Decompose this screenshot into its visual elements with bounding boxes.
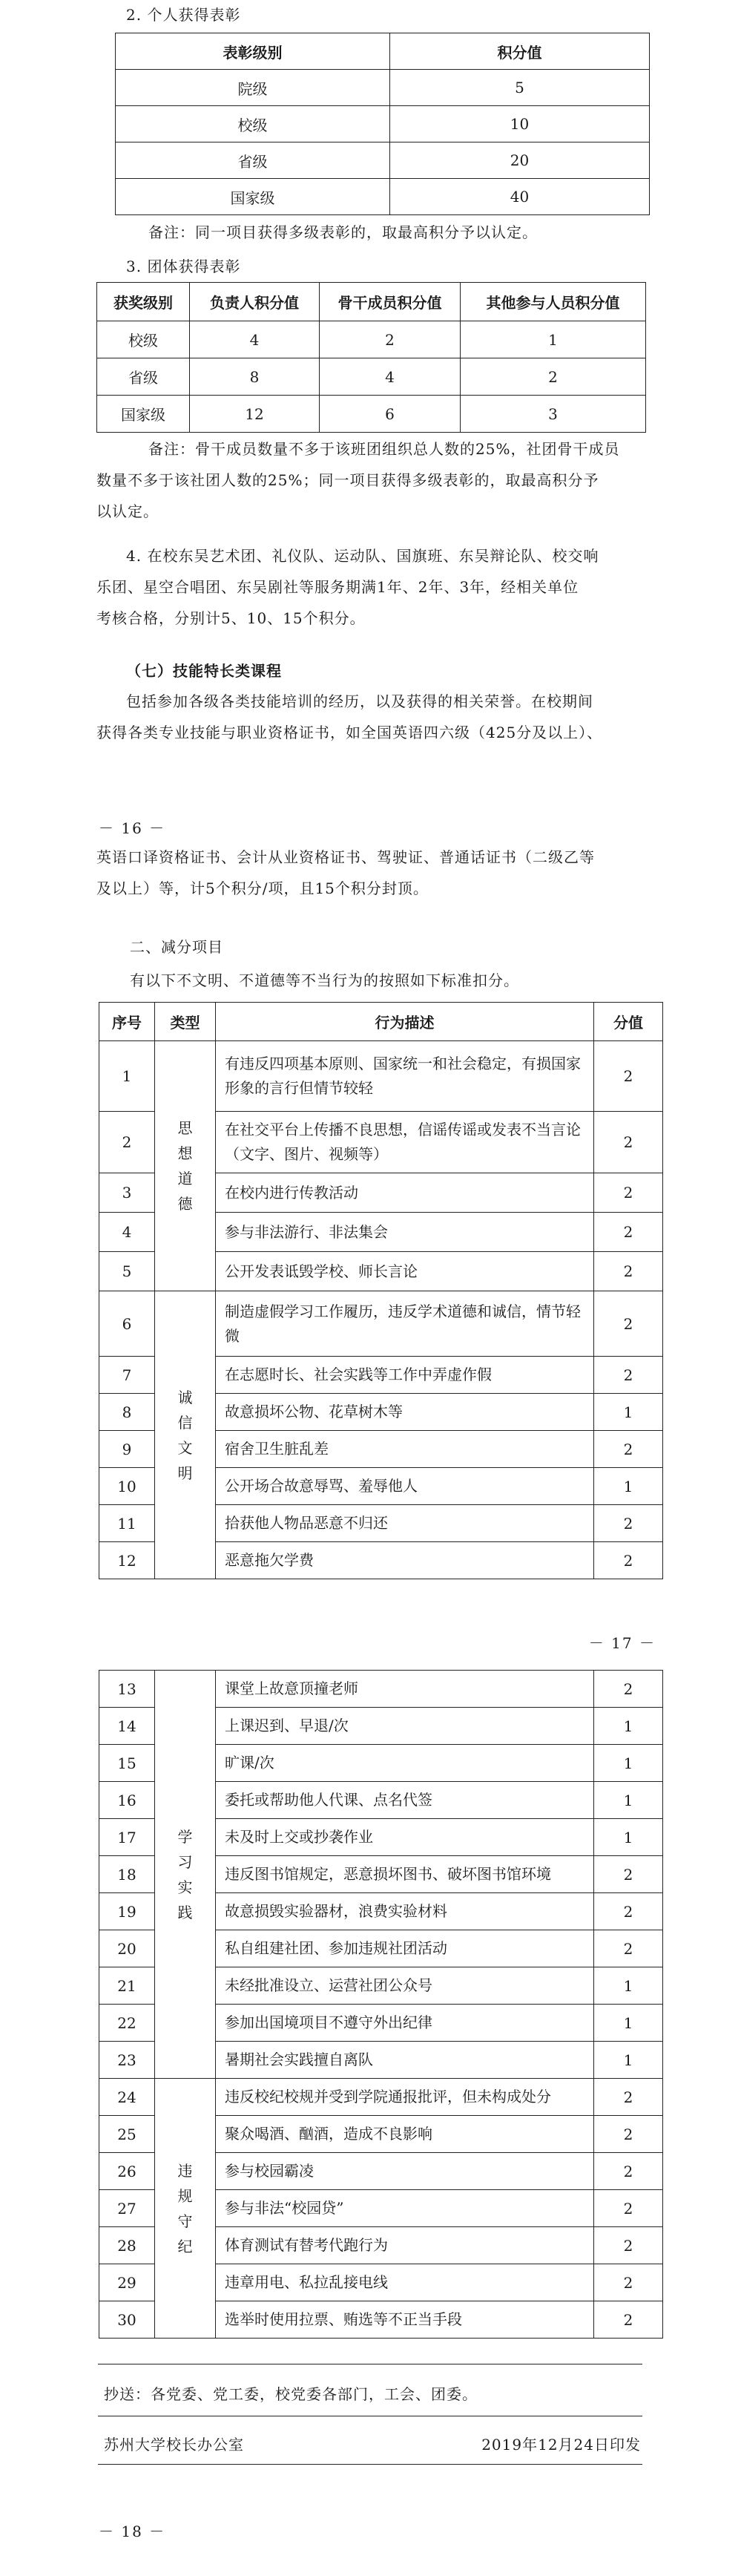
- row-description: 有违反四项基本原则、国家统一和社会稳定，有损国家形象的言行但情节较轻: [216, 1041, 594, 1112]
- row-description: 公开发表诋毁学校、师长言论: [216, 1252, 594, 1291]
- row-number: 27: [99, 2190, 155, 2227]
- row-description: 参与非法“校园贷”: [216, 2190, 594, 2227]
- category-cell: 学习实践: [155, 1671, 216, 2079]
- row-number: 12: [99, 1542, 155, 1579]
- row-score: 1: [594, 1782, 663, 1819]
- footer-rule-bottom: [98, 2464, 642, 2465]
- table-header-row: [99, 1003, 663, 1041]
- paragraph-line: 考核合格，分别计5、10、15个积分。: [96, 609, 366, 627]
- note-line: 以认定。: [96, 502, 159, 520]
- row-score: 2: [594, 1505, 663, 1542]
- cc-line: 抄送：各党委、党工委，校党委各部门，工会、团委。: [104, 2385, 478, 2403]
- note-line: 数量不多于该社团人数的25%；同一项目获得多级表彰的，取最高积分予: [96, 471, 599, 489]
- row-number: 3: [99, 1173, 155, 1213]
- deduction-table-part1: [99, 1002, 663, 1579]
- row-number: 17: [99, 1819, 155, 1856]
- row-score: 2: [594, 1112, 663, 1173]
- row-description: 暑期社会实践擅自离队: [216, 2042, 594, 2079]
- table-cell: 1: [461, 321, 646, 358]
- table-row: [116, 142, 650, 179]
- row-description: 选举时使用拉票、贿选等不正当手段: [216, 2301, 594, 2339]
- section-title-deductions: 二、减分项目: [130, 938, 223, 956]
- row-score: 1: [594, 2005, 663, 2042]
- table-cell: 2: [461, 358, 646, 396]
- row-score: 2: [594, 1213, 663, 1252]
- issuer: 苏州大学校长办公室: [104, 2436, 244, 2454]
- deduction-table-part2: [99, 1670, 663, 2339]
- personal-award-table: [115, 33, 650, 215]
- row-number: 29: [99, 2264, 155, 2301]
- row-score: 2: [594, 2301, 663, 2339]
- table-cell: 省级: [116, 142, 390, 179]
- header-cell: 骨干成员积分值: [320, 283, 461, 321]
- row-number: 14: [99, 1708, 155, 1745]
- table-cell: 8: [190, 358, 320, 396]
- row-description: 参与非法游行、非法集会: [216, 1213, 594, 1252]
- item-4-paragraph: [96, 540, 660, 634]
- row-score: 1: [594, 1745, 663, 1782]
- row-number: 30: [99, 2301, 155, 2339]
- row-score: 2: [594, 2116, 663, 2153]
- row-number: 24: [99, 2079, 155, 2116]
- table-row: [99, 1671, 663, 1708]
- table-cell: 5: [390, 70, 650, 106]
- deductions-intro: 有以下不文明、不道德等不当行为的按照如下标准扣分。: [130, 971, 519, 989]
- table-header-row: [116, 33, 650, 70]
- row-number: 9: [99, 1431, 155, 1468]
- row-score: 2: [594, 1856, 663, 1893]
- row-number: 6: [99, 1291, 155, 1357]
- row-score: 1: [594, 1967, 663, 2005]
- row-number: 4: [99, 1213, 155, 1252]
- row-score: 2: [594, 2190, 663, 2227]
- table-row: [97, 396, 646, 433]
- row-score: 1: [594, 1468, 663, 1505]
- row-number: 22: [99, 2005, 155, 2042]
- table-cell: 12: [190, 396, 320, 433]
- row-description: 课堂上故意顶撞老师: [216, 1671, 594, 1708]
- group-award-table: [96, 282, 646, 433]
- row-number: 15: [99, 1745, 155, 1782]
- table-cell: 国家级: [97, 396, 190, 433]
- row-number: 28: [99, 2227, 155, 2264]
- row-description: 旷课/次: [216, 1745, 594, 1782]
- paragraph-line: 及以上）等，计5个积分/项，且15个积分封顶。: [96, 879, 429, 897]
- table-cell: 6: [320, 396, 461, 433]
- category-cell: 违规守纪: [155, 2079, 216, 2339]
- row-score: 2: [594, 1930, 663, 1967]
- table-cell: 20: [390, 142, 650, 179]
- table-cell: 院级: [116, 70, 390, 106]
- table-row: [116, 106, 650, 142]
- header-cell: 分值: [594, 1003, 663, 1041]
- row-description: 未经批准设立、运营社团公众号: [216, 1967, 594, 2005]
- row-description: 拾获他人物品恶意不归还: [216, 1505, 594, 1542]
- table-row: [99, 2079, 663, 2116]
- row-number: 18: [99, 1856, 155, 1893]
- row-description: 上课迟到、早退/次: [216, 1708, 594, 1745]
- header-cell: 其他参与人员积分值: [461, 283, 646, 321]
- note-personal-awards: 备注：同一项目获得多级表彰的，取最高积分予以认定。: [148, 223, 538, 241]
- row-score: 1: [594, 1708, 663, 1745]
- table-row: [116, 179, 650, 215]
- row-number: 13: [99, 1671, 155, 1708]
- note-line: 备注：骨干成员数量不多于该班团组织总人数的25%，社团骨干成员: [148, 440, 620, 458]
- paragraph-line: 乐团、星空合唱团、东吴剧社等服务期满1年、2年、3年，经相关单位: [96, 578, 579, 596]
- row-number: 20: [99, 1930, 155, 1967]
- row-description: 参与校园霸凌: [216, 2153, 594, 2190]
- paragraph-line: 获得各类专业技能与职业资格证书，如全国英语四六级（425分及以上）、: [96, 724, 603, 741]
- row-description: 未及时上交或抄袭作业: [216, 1819, 594, 1856]
- category-cell: 诚信文明: [155, 1291, 216, 1579]
- row-description: 体育测试有替考代跑行为: [216, 2227, 594, 2264]
- row-description: 在志愿时长、社会实践等工作中弄虚作假: [216, 1357, 594, 1394]
- row-number: 25: [99, 2116, 155, 2153]
- table-row: [99, 1291, 663, 1357]
- row-description: 委托或帮助他人代课、点名代签: [216, 1782, 594, 1819]
- row-score: 2: [594, 1893, 663, 1930]
- row-score: 2: [594, 2264, 663, 2301]
- table-row: [99, 1041, 663, 1112]
- row-description: 私自组建社团、参加违规社团活动: [216, 1930, 594, 1967]
- row-score: 2: [594, 1671, 663, 1708]
- note-group-awards: [96, 433, 660, 527]
- row-number: 10: [99, 1468, 155, 1505]
- row-description: 在社交平台上传播不良思想，信谣传谣或发表不当言论（文字、图片、视频等）: [216, 1112, 594, 1173]
- row-number: 16: [99, 1782, 155, 1819]
- row-score: 2: [594, 1291, 663, 1357]
- row-description: 故意损坏公物、花草树木等: [216, 1394, 594, 1431]
- table-cell: 4: [190, 321, 320, 358]
- page-number: － 16 －: [99, 819, 166, 837]
- row-score: 2: [594, 1431, 663, 1468]
- category-cell: 思想道德: [155, 1041, 216, 1291]
- page-number: － 18 －: [99, 2523, 166, 2540]
- row-description: 在校内进行传教活动: [216, 1173, 594, 1213]
- row-score: 2: [594, 1173, 663, 1213]
- row-description: 违反图书馆规定，恶意损坏图书、破坏图书馆环境: [216, 1856, 594, 1893]
- table-header-row: [97, 283, 646, 321]
- row-score: 2: [594, 1252, 663, 1291]
- issue-date: 2019年12月24日印发: [481, 2436, 641, 2454]
- row-number: 5: [99, 1252, 155, 1291]
- table-cell: 3: [461, 396, 646, 433]
- table-cell: 10: [390, 106, 650, 142]
- paragraph-line: 包括参加各级各类技能培训的经历，以及获得的相关荣誉。在校期间: [126, 692, 593, 710]
- paragraph-line: 4. 在校东吴艺术团、礼仪队、运动队、国旗班、东吴辩论队、校交响: [126, 547, 599, 565]
- page-number: － 17 －: [588, 1634, 656, 1652]
- table-row: [97, 358, 646, 396]
- skills-paragraph: [96, 686, 660, 748]
- table-cell: 国家级: [116, 179, 390, 215]
- row-number: 11: [99, 1505, 155, 1542]
- header-cell: 序号: [99, 1003, 155, 1041]
- table-cell: 校级: [97, 321, 190, 358]
- row-number: 19: [99, 1893, 155, 1930]
- paragraph-line: 英语口译资格证书、会计从业资格证书、驾驶证、普通话证书（二级乙等: [96, 848, 595, 866]
- row-description: 违章用电、私拉乱接电线: [216, 2264, 594, 2301]
- table-cell: 40: [390, 179, 650, 215]
- header-cell: 积分值: [390, 33, 650, 70]
- header-cell: 表彰级别: [116, 33, 390, 70]
- row-score: 2: [594, 2227, 663, 2264]
- section-title-personal-awards: 2. 个人获得表彰: [126, 6, 241, 24]
- row-number: 7: [99, 1357, 155, 1394]
- row-description: 违反校纪校规并受到学院通报批评，但未构成处分: [216, 2079, 594, 2116]
- table-row: [116, 70, 650, 106]
- section-title-skills: （七）技能特长类课程: [126, 662, 282, 680]
- row-description: 参加出国境项目不遵守外出纪律: [216, 2005, 594, 2042]
- row-score: 2: [594, 2153, 663, 2190]
- row-description: 恶意拖欠学费: [216, 1542, 594, 1579]
- table-cell: 校级: [116, 106, 390, 142]
- header-cell: 类型: [155, 1003, 216, 1041]
- continued-paragraph: [96, 842, 660, 904]
- row-description: 宿舍卫生脏乱差: [216, 1431, 594, 1468]
- row-description: 公开场合故意辱骂、羞辱他人: [216, 1468, 594, 1505]
- section-title-group-awards: 3. 团体获得表彰: [126, 258, 241, 275]
- table-row: [97, 321, 646, 358]
- header-cell: 行为描述: [216, 1003, 594, 1041]
- row-description: 制造虚假学习工作履历，违反学术道德和诚信，情节轻微: [216, 1291, 594, 1357]
- table-cell: 2: [320, 321, 461, 358]
- row-number: 8: [99, 1394, 155, 1431]
- header-cell: 获奖级别: [97, 283, 190, 321]
- header-cell: 负责人积分值: [190, 283, 320, 321]
- row-number: 1: [99, 1041, 155, 1112]
- row-description: 故意损毁实验器材，浪费实验材料: [216, 1893, 594, 1930]
- row-score: 2: [594, 1357, 663, 1394]
- row-score: 2: [594, 1542, 663, 1579]
- row-number: 23: [99, 2042, 155, 2079]
- row-score: 2: [594, 1041, 663, 1112]
- table-cell: 4: [320, 358, 461, 396]
- row-number: 26: [99, 2153, 155, 2190]
- row-score: 1: [594, 1394, 663, 1431]
- row-number: 2: [99, 1112, 155, 1173]
- row-description: 聚众喝酒、酗酒，造成不良影响: [216, 2116, 594, 2153]
- row-score: 1: [594, 2042, 663, 2079]
- row-score: 1: [594, 1819, 663, 1856]
- table-cell: 省级: [97, 358, 190, 396]
- row-number: 21: [99, 1967, 155, 2005]
- row-score: 2: [594, 2079, 663, 2116]
